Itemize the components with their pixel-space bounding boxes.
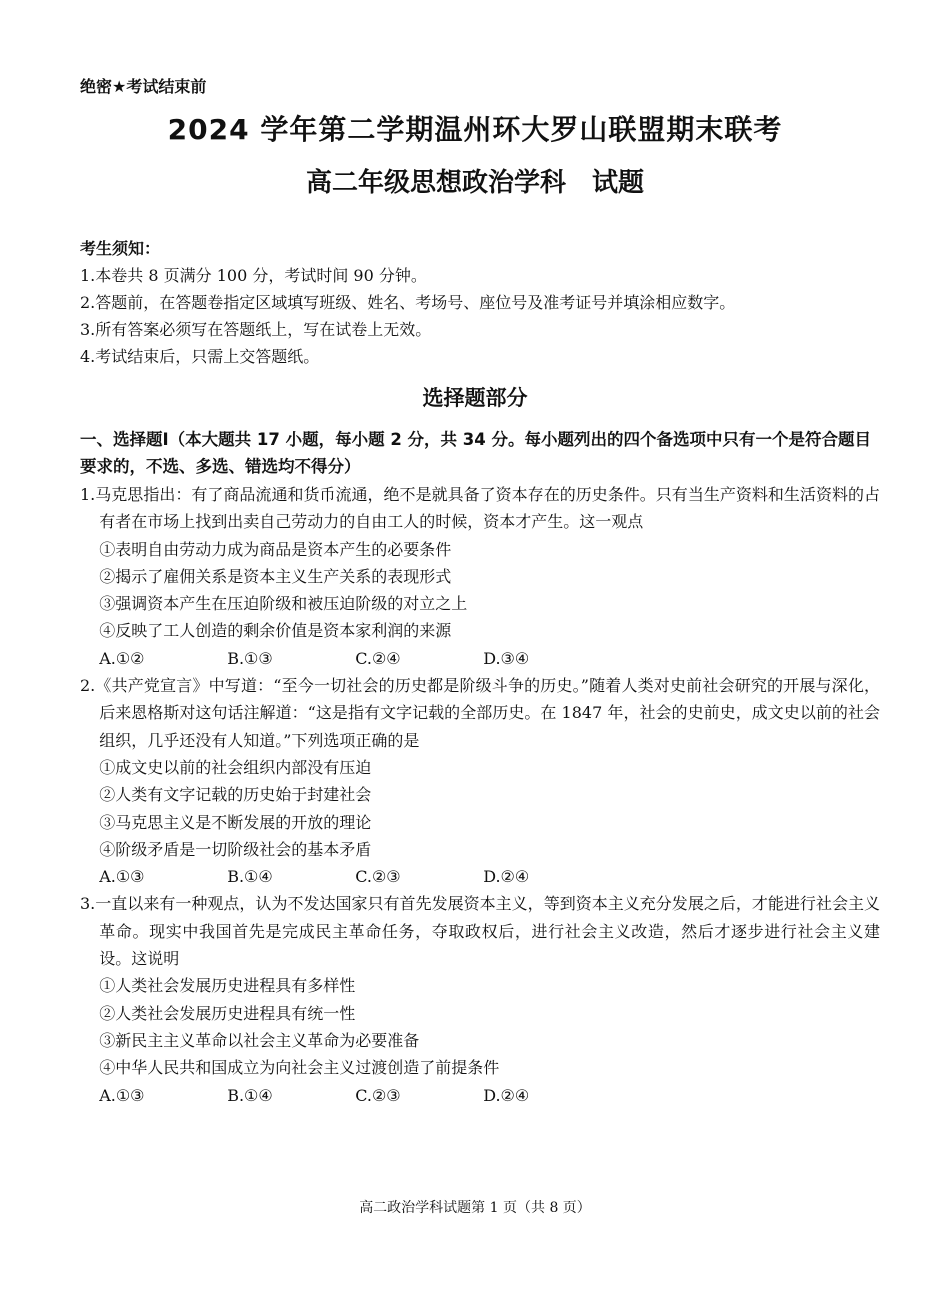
choice-d: D.③④ [483,648,530,668]
question-list [80,481,880,1109]
question-stem: 1.马克思指出：有了商品流通和货币流通，绝不是就具备了资本存在的历史条件。只有当生产资料和生活资料的占有者在市场上找到出卖自己劳动力的自由工人的时候，资本才产生。这一观点 [80,485,880,532]
statement-option: ②揭示了雇佣关系是资本主义生产关系的表现形式 [99,566,452,586]
statement-option: ①表明自由劳动力成为商品是资本产生的必要条件 [99,539,452,559]
statement-option: ②人类有文字记载的历史始于封建社会 [99,785,372,805]
choice-c: C.②③ [355,867,401,887]
question-3 [80,890,880,1108]
choice-c: C.②③ [355,1085,401,1105]
choice-d: D.②④ [483,1085,530,1105]
statement-option: ②人类社会发展历史进程具有统一性 [99,1003,356,1023]
statement-option: ①人类社会发展历史进程具有多样性 [99,976,356,996]
question-2 [80,672,880,890]
notice-item: 1.本卷共 8 页满分 100 分，考试时间 90 分钟。 [80,266,427,285]
confidential-label: 绝密★考试结束前 [80,77,207,96]
question-stem: 3.一直以来有一种观点，认为不发达国家只有首先发展资本主义，等到资本主义充分发展之后，才能进行社会主义革命。现实中我国首先是完成民主革命任务，夺取政权后，进行社会主义改造，然后才逐步进行社会主义建设。这说明 [80,894,880,969]
notice-item: 4.考试结束后，只需上交答题纸。 [80,347,320,366]
choice-b: B.①③ [227,648,273,668]
statement-option: ③马克思主义是不断发展的开放的理论 [99,812,372,832]
statement-option: ③新民主主义革命以社会主义革命为必要准备 [99,1030,420,1050]
choice-c: C.②④ [355,648,401,668]
notice-item: 2.答题前，在答题卷指定区域填写班级、姓名、考场号、座位号及准考证号并填涂相应数字。 [80,293,736,312]
answer-choices [80,863,880,890]
choice-a: A.①③ [99,867,145,887]
candidate-notice [80,236,880,370]
statement-option: ③强调资本产生在压迫阶级和被压迫阶级的对立之上 [99,594,468,614]
choice-d: D.②④ [483,867,530,887]
section-title: 选择题部分 [422,386,528,410]
choice-b: B.①④ [227,867,273,887]
question-stem: 2.《共产党宣言》中写道：“至今一切社会的历史都是阶级斗争的历史。”随着人类对史前社会研究的开展与深化，后来恩格斯对这句话注解道：“这是指有文字记载的全部历史。在 1847 年，社会的史前史，成文史以前的社会组织，几乎还没有人知道。”下列选项正确的是 [80,676,880,750]
statement-option: ④反映了工人创造的剩余价值是资本家利润的来源 [99,621,452,641]
answer-choices [80,1082,880,1109]
statement-option: ①成文史以前的社会组织内部没有压迫 [99,757,372,777]
page-subtitle: 高二年级思想政治学科 试题 [305,168,644,198]
choice-b: B.①④ [227,1085,273,1105]
choice-a: A.①③ [99,1085,145,1105]
question-1 [80,481,880,672]
statement-option: ④阶级矛盾是一切阶级社会的基本矛盾 [99,839,372,859]
notice-item: 3.所有答案必须写在答题纸上，写在试卷上无效。 [80,320,432,339]
page-footer: 高二政治学科试题第 1 页（共 8 页） [359,1200,591,1216]
page-title: 2024 学年第二学期温州环大罗山联盟期末联考 [167,113,783,146]
answer-choices [80,645,880,672]
notice-heading: 考生须知： [80,239,161,258]
statement-option: ④中华人民共和国成立为向社会主义过渡创造了前提条件 [99,1058,500,1078]
part-instruction: 一、选择题Ⅰ（本大题共 17 小题，每小题 2 分，共 34 分。每小题列出的四个备选项中只有一个是符合题目要求的，不选、多选、错选均不得分） [80,430,872,476]
choice-a: A.①② [99,648,145,668]
